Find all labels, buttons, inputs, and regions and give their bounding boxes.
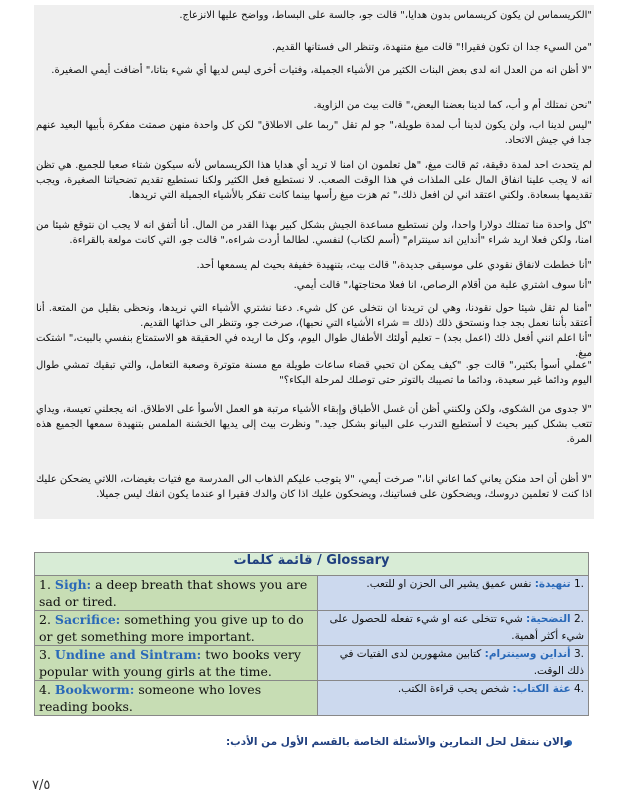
english-term: Undine and Sintram: [54,647,202,662]
passage-paragraph: "أمنا لم تقل شيئا حول نقودنا، وهي لن تريدنا ان نتخلى عن كل شيء. دعنا نشتري الأشياء التي نريدها، ونحظى بقليل من المتعة. أنا أعتقد بأننا نعمل بجد جدا ونستحق ذلك (ذلك = شراء الأشياء التي نحبها)، صرخت جو، وتنظر الى حذائها القديم. [36,303,592,329]
passage-paragraph: "أنا اعلم انني أفعل ذلك (اعمل بجد) – تعليم أولئك الأطفال طوال اليوم، وكل ما اريده في الحقيقة هو الاستمتاع بنفسي بالبيت،" اشتكت ميغ. [36,333,592,359]
glossary-english-entry [35,611,318,646]
glossary-row [35,611,589,646]
arabic-definition: كتابين مشهورين لدى الفتيات في ذلك الوقت. [339,648,584,677]
glossary-arabic-entry [318,681,589,716]
passage-paragraph: "عملي أسوأ بكثير،" قالت جو. "كيف يمكن ان تحبي قضاء ساعات طويلة مع مسنة متوترة وصعبة التعامل، والتي تبقيك تمشي طوال اليوم ودائما غير سعيدة، ودائما ما تصيبك بالتوتر حتى توصلك لمرحلة البكاء؟" [36,360,592,386]
glossary-arabic-entry [318,611,589,646]
glossary-row [35,681,589,716]
entry-number: 3. [39,647,51,662]
glossary-arabic-entry [318,576,589,611]
exercise-instruction: والان ننتقل لحل التمارين والأسئلة الخاصة بالقسم الأول من الأدب: [225,736,570,748]
glossary-english-entry [35,576,318,611]
entry-number: 4. [39,682,51,697]
passage-paragraph: "من السيء جدا ان تكون فقيرا!" قالت ميغ متنهدة، وتنظر الى فستانها القديم. [272,42,592,53]
english-term: Sigh: [54,577,92,592]
english-definition: someone who loves reading books. [39,682,262,714]
passage-paragraph: "الكريسماس لن يكون كريسماس بدون هدايا،" قالت جو، جالسة على البساط، وواضح عليها الانزعاج. [179,10,592,21]
english-definition: something you give up to do or get something more important. [39,612,304,644]
english-definition: two books very popular with young girls at the time. [39,647,301,679]
arabic-term: تنهيدة: [534,578,571,590]
entry-number: 2. [39,612,51,627]
passage-paragraph: "أنا سوف اشتري علبة من أقلام الرصاص، انا فعلا محتاجتها،" قالت أيمي. [293,280,592,291]
passage-paragraph: "ليس لدينا اب، ولن يكون لدينا أب لمدة طويلة،" جو لم تقل "ربما على الاطلاق" لكن كل واحدة منهن صمتت مفكرة بأبيها البعيد عنهم جدا في جيش الاتحاد. [36,120,592,146]
glossary-row [35,576,589,611]
passage-paragraph: "أنا خططت لانفاق نقودي على موسيقى جديدة،" قالت بيث، بتنهيدة خفيفة بحيث لم يسمعها أحد. [196,260,592,271]
english-term: Sacrifice: [54,612,121,627]
passage-paragraph: "لا جدوى من الشكوى، ولكن ولكنني أظن أن غسل الأطباق وإبقاء الأشياء مرتبة هو العمل الأسوأ على الاطلاق. انه يجعلني تعيسة، ويداي تتعب بشكل كبير بحيث لا أستطيع التدرب على البيانو بشكل جيد." ونظرت بيث إلى يديها الخشنة الملمس بتنهيدة سمعها الجميع هذه المرة. [36,404,592,445]
arabic-term: التضحية: [526,613,571,625]
entry-number: 1. [39,577,51,592]
entry-number: .4 [573,683,584,695]
page-number: ٧/٥ [32,778,51,793]
passage-paragraph: "كل واحدة منا تمتلك دولارا واحدا، ولن نستطيع مساعدة الجيش بشكل كبير بهذا القدر من المال. أنا أتفق انه لا يجب ان نتوقع شيئا من امنا، ولكن فعلا اريد شراء "أنداين اند سينترام" (أسم لكتاب) لنفسي. لطالما أردت شراءه،" قالت جو، التي كانت مولعة بالقراءة. [36,220,592,246]
arabic-definition: شخص يحب قراءة الكتب. [397,683,513,695]
glossary-row [35,646,589,681]
passage-paragraph: "لا أظن انه من العدل انه لدى بعض البنات الكثير من الأشياء الجميلة، وفتيات أخرى ليس لديها أي شيء بتاتا،" أضافت أيمي الصغيرة. [51,65,592,76]
english-term: Bookworm: [54,682,135,697]
glossary-table [34,552,589,716]
passage-paragraph: "لا أظن أن احد منكن يعاني كما اعاني انا،" صرخت أيمي، "لا يتوجب عليكم الذهاب الى المدرسة مع فتيات بغيضات، اللاتي يضحكن عليك اذا كنت لا تعلمين دروسك، ويضحكون على فساتينك، ويضحكون عليك اذا كان والدك فقيرا او عندما يكون انفك ليس جميلا. [36,474,592,500]
glossary-english-entry [35,646,318,681]
arabic-definition: شيء تتخلى عنه او شيء تفعله للحصول على شيء أكثر أهمية. [329,613,584,642]
glossary-title: قائمة كلمات / Glossary [35,553,589,576]
english-definition: a deep breath that shows you are sad or tired. [39,577,308,609]
arabic-definition: نفس عميق يشير الى الحزن او للتعب. [366,578,535,590]
arabic-term: أنداين وسينترام: [484,648,571,660]
entry-number: .2 [573,613,584,625]
passage-paragraph: "نحن نمتلك أم و أب، كما لدينا بعضنا البعض،" قالت بيث من الزاوية. [313,100,592,111]
arabic-term: عثة الكتاب: [512,683,571,695]
passage-paragraph: لم يتحدث احد لمدة دقيقة، ثم قالت ميغ، "هل تعلمون ان امنا لا تريد أي هدايا هذا الكريسماس لأنه سيكون شتاء صعبا للجميع. هي تظن انه لا يجب علينا انفاق المال على الملذات في هذا الوقت الصعب. لا نستطيع فعل الكثير ولكنا نستطيع تقديم تضحياتنا الصغيرة، ويجب تقديمها بسعادة. ولكني اعتقد اني لن افعل ذلك،" ثم هزت ميغ رأسها بينما كانت تفكر بالأشياء الجميلة التي تريدها. [36,160,592,201]
entry-number: .1 [573,578,584,590]
glossary-arabic-entry [318,646,589,681]
entry-number: .3 [573,648,584,660]
glossary-english-entry [35,681,318,716]
